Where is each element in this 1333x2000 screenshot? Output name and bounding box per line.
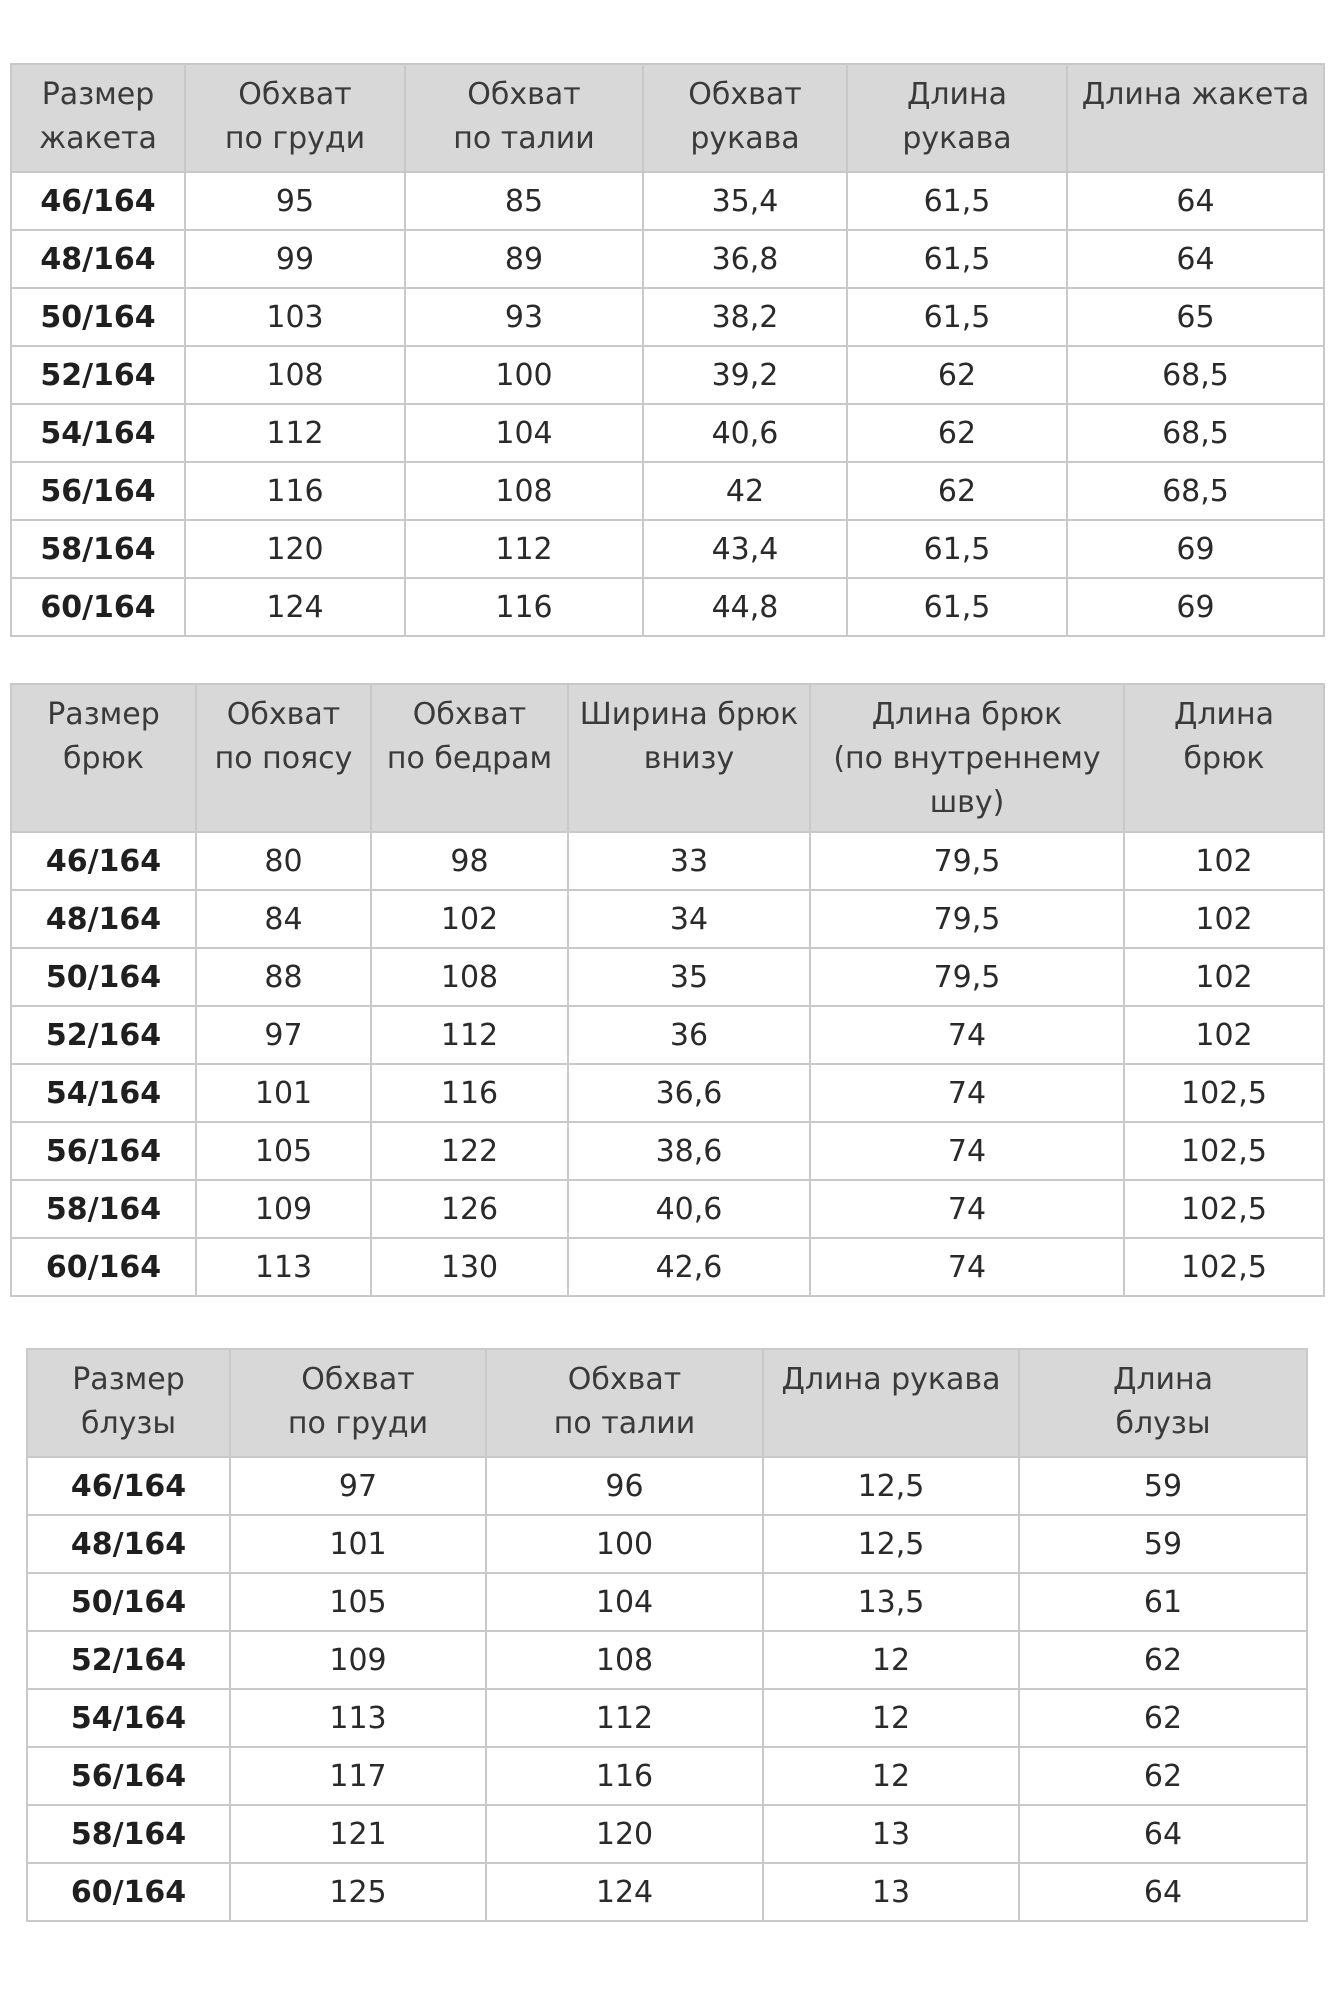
- table-row: [11, 462, 1324, 520]
- measurement-cell: 62: [847, 346, 1067, 404]
- measurement-cell: 102,5: [1124, 1064, 1324, 1122]
- measurement-cell: 102: [1124, 948, 1324, 1006]
- measurement-cell: 40,6: [643, 404, 847, 462]
- measurement-cell: 125: [230, 1863, 486, 1921]
- measurement-cell: 79,5: [810, 832, 1124, 890]
- size-cell: 56/164: [11, 462, 185, 520]
- table-row: [11, 230, 1324, 288]
- table-row: [11, 832, 1324, 890]
- size-cell: 48/164: [11, 230, 185, 288]
- measurement-cell: 62: [1019, 1631, 1307, 1689]
- measurement-cell: 39,2: [643, 346, 847, 404]
- size-cell: 50/164: [11, 288, 185, 346]
- measurement-cell: 44,8: [643, 578, 847, 636]
- measurement-cell: 98: [371, 832, 568, 890]
- measurement-cell: 99: [185, 230, 405, 288]
- measurement-cell: 117: [230, 1747, 486, 1805]
- size-cell: 46/164: [11, 832, 196, 890]
- measurement-cell: 116: [405, 578, 643, 636]
- table-row: [11, 1122, 1324, 1180]
- column-header: Обхват рукава: [643, 64, 847, 172]
- measurement-cell: 68,5: [1067, 462, 1324, 520]
- measurement-cell: 74: [810, 1180, 1124, 1238]
- measurement-cell: 108: [371, 948, 568, 1006]
- measurement-cell: 102: [1124, 1006, 1324, 1064]
- measurement-cell: 65: [1067, 288, 1324, 346]
- size-cell: 58/164: [11, 520, 185, 578]
- measurement-cell: 95: [185, 172, 405, 230]
- measurement-cell: 121: [230, 1805, 486, 1863]
- header-row: [11, 684, 1324, 832]
- measurement-cell: 113: [196, 1238, 371, 1296]
- measurement-cell: 74: [810, 1006, 1124, 1064]
- column-header: Размер блузы: [27, 1349, 230, 1457]
- column-header: Длина жакета: [1067, 64, 1324, 172]
- measurement-cell: 69: [1067, 520, 1324, 578]
- measurement-cell: 36,8: [643, 230, 847, 288]
- size-cell: 46/164: [27, 1457, 230, 1515]
- measurement-cell: 35,4: [643, 172, 847, 230]
- column-header: Размер жакета: [11, 64, 185, 172]
- measurement-cell: 61,5: [847, 520, 1067, 578]
- measurement-cell: 36: [568, 1006, 810, 1064]
- measurement-cell: 61,5: [847, 578, 1067, 636]
- measurement-cell: 100: [405, 346, 643, 404]
- size-cell: 58/164: [27, 1805, 230, 1863]
- size-cell: 52/164: [27, 1631, 230, 1689]
- measurement-cell: 79,5: [810, 890, 1124, 948]
- measurement-cell: 64: [1019, 1805, 1307, 1863]
- measurement-cell: 97: [196, 1006, 371, 1064]
- measurement-cell: 89: [405, 230, 643, 288]
- table-row: [11, 346, 1324, 404]
- size-cell: 56/164: [27, 1747, 230, 1805]
- measurement-cell: 108: [486, 1631, 763, 1689]
- size-cell: 54/164: [11, 404, 185, 462]
- table-row: [27, 1863, 1307, 1921]
- measurement-cell: 102: [1124, 890, 1324, 948]
- size-cell: 46/164: [11, 172, 185, 230]
- measurement-cell: 33: [568, 832, 810, 890]
- table-row: [27, 1457, 1307, 1515]
- size-cell: 56/164: [11, 1122, 196, 1180]
- table-row: [27, 1515, 1307, 1573]
- measurement-cell: 112: [486, 1689, 763, 1747]
- size-cell: 52/164: [11, 1006, 196, 1064]
- measurement-cell: 104: [486, 1573, 763, 1631]
- measurement-cell: 109: [230, 1631, 486, 1689]
- measurement-cell: 124: [185, 578, 405, 636]
- measurement-cell: 64: [1067, 172, 1324, 230]
- measurement-cell: 112: [371, 1006, 568, 1064]
- measurement-cell: 105: [196, 1122, 371, 1180]
- column-header: Длина блузы: [1019, 1349, 1307, 1457]
- measurement-cell: 13: [763, 1863, 1019, 1921]
- measurement-cell: 62: [847, 462, 1067, 520]
- column-header: Длина рукава: [847, 64, 1067, 172]
- measurement-cell: 61,5: [847, 172, 1067, 230]
- measurement-cell: 62: [847, 404, 1067, 462]
- measurement-cell: 130: [371, 1238, 568, 1296]
- table-row: [11, 288, 1324, 346]
- measurement-cell: 120: [486, 1805, 763, 1863]
- size-cell: 60/164: [11, 578, 185, 636]
- measurement-cell: 126: [371, 1180, 568, 1238]
- measurement-cell: 79,5: [810, 948, 1124, 1006]
- measurement-cell: 102,5: [1124, 1238, 1324, 1296]
- measurement-cell: 80: [196, 832, 371, 890]
- size-cell: 50/164: [27, 1573, 230, 1631]
- pants-size-table: [10, 683, 1325, 1297]
- column-header: Ширина брюк внизу: [568, 684, 810, 832]
- measurement-cell: 12: [763, 1747, 1019, 1805]
- table-row: [11, 1006, 1324, 1064]
- measurement-cell: 13: [763, 1805, 1019, 1863]
- measurement-cell: 12: [763, 1689, 1019, 1747]
- measurement-cell: 103: [185, 288, 405, 346]
- measurement-cell: 113: [230, 1689, 486, 1747]
- measurement-cell: 102: [1124, 832, 1324, 890]
- measurement-cell: 68,5: [1067, 346, 1324, 404]
- measurement-cell: 74: [810, 1064, 1124, 1122]
- size-cell: 54/164: [27, 1689, 230, 1747]
- measurement-cell: 43,4: [643, 520, 847, 578]
- measurement-cell: 84: [196, 890, 371, 948]
- measurement-cell: 61,5: [847, 230, 1067, 288]
- measurement-cell: 68,5: [1067, 404, 1324, 462]
- measurement-cell: 40,6: [568, 1180, 810, 1238]
- table-row: [27, 1689, 1307, 1747]
- column-header: Обхват по талии: [405, 64, 643, 172]
- measurement-cell: 59: [1019, 1457, 1307, 1515]
- table-row: [27, 1747, 1307, 1805]
- table-row: [11, 520, 1324, 578]
- table-row: [11, 172, 1324, 230]
- measurement-cell: 122: [371, 1122, 568, 1180]
- measurement-cell: 42: [643, 462, 847, 520]
- measurement-cell: 105: [230, 1573, 486, 1631]
- column-header: Обхват по груди: [185, 64, 405, 172]
- column-header: Длина рукава: [763, 1349, 1019, 1457]
- measurement-cell: 61,5: [847, 288, 1067, 346]
- measurement-cell: 64: [1019, 1863, 1307, 1921]
- measurement-cell: 69: [1067, 578, 1324, 636]
- measurement-cell: 12: [763, 1631, 1019, 1689]
- measurement-cell: 62: [1019, 1747, 1307, 1805]
- column-header: Длина брюк: [1124, 684, 1324, 832]
- header-row: [11, 64, 1324, 172]
- measurement-cell: 101: [230, 1515, 486, 1573]
- measurement-cell: 108: [405, 462, 643, 520]
- column-header: Обхват по бедрам: [371, 684, 568, 832]
- measurement-cell: 102,5: [1124, 1180, 1324, 1238]
- table-row: [11, 1180, 1324, 1238]
- measurement-cell: 112: [405, 520, 643, 578]
- table-row: [11, 1064, 1324, 1122]
- measurement-cell: 109: [196, 1180, 371, 1238]
- measurement-cell: 120: [185, 520, 405, 578]
- measurement-cell: 104: [405, 404, 643, 462]
- measurement-cell: 112: [185, 404, 405, 462]
- column-header: Обхват по талии: [486, 1349, 763, 1457]
- table-row: [27, 1805, 1307, 1863]
- measurement-cell: 88: [196, 948, 371, 1006]
- size-cell: 54/164: [11, 1064, 196, 1122]
- table-row: [11, 948, 1324, 1006]
- measurement-cell: 102,5: [1124, 1122, 1324, 1180]
- measurement-cell: 124: [486, 1863, 763, 1921]
- table-row: [27, 1631, 1307, 1689]
- measurement-cell: 61: [1019, 1573, 1307, 1631]
- measurement-cell: 116: [371, 1064, 568, 1122]
- measurement-cell: 116: [185, 462, 405, 520]
- measurement-cell: 108: [185, 346, 405, 404]
- measurement-cell: 74: [810, 1238, 1124, 1296]
- column-header: Размер брюк: [11, 684, 196, 832]
- table-row: [11, 578, 1324, 636]
- measurement-cell: 62: [1019, 1689, 1307, 1747]
- measurement-cell: 100: [486, 1515, 763, 1573]
- measurement-cell: 12,5: [763, 1457, 1019, 1515]
- column-header: Длина брюк (по внутреннему шву): [810, 684, 1124, 832]
- measurement-cell: 102: [371, 890, 568, 948]
- measurement-cell: 34: [568, 890, 810, 948]
- size-cell: 60/164: [27, 1863, 230, 1921]
- measurement-cell: 64: [1067, 230, 1324, 288]
- table-row: [11, 404, 1324, 462]
- size-cell: 60/164: [11, 1238, 196, 1296]
- size-cell: 48/164: [27, 1515, 230, 1573]
- measurement-cell: 36,6: [568, 1064, 810, 1122]
- measurement-cell: 74: [810, 1122, 1124, 1180]
- size-cell: 58/164: [11, 1180, 196, 1238]
- measurement-cell: 116: [486, 1747, 763, 1805]
- column-header: Обхват по поясу: [196, 684, 371, 832]
- measurement-cell: 13,5: [763, 1573, 1019, 1631]
- measurement-cell: 38,6: [568, 1122, 810, 1180]
- blouse-size-table: [26, 1348, 1308, 1922]
- size-cell: 48/164: [11, 890, 196, 948]
- table-row: [27, 1573, 1307, 1631]
- table-row: [11, 1238, 1324, 1296]
- measurement-cell: 12,5: [763, 1515, 1019, 1573]
- size-cell: 52/164: [11, 346, 185, 404]
- measurement-cell: 101: [196, 1064, 371, 1122]
- measurement-cell: 35: [568, 948, 810, 1006]
- jacket-size-table: [10, 63, 1325, 637]
- measurement-cell: 97: [230, 1457, 486, 1515]
- column-header: Обхват по груди: [230, 1349, 486, 1457]
- size-cell: 50/164: [11, 948, 196, 1006]
- measurement-cell: 85: [405, 172, 643, 230]
- measurement-cell: 59: [1019, 1515, 1307, 1573]
- measurement-cell: 96: [486, 1457, 763, 1515]
- header-row: [27, 1349, 1307, 1457]
- measurement-cell: 93: [405, 288, 643, 346]
- table-row: [11, 890, 1324, 948]
- measurement-cell: 38,2: [643, 288, 847, 346]
- measurement-cell: 42,6: [568, 1238, 810, 1296]
